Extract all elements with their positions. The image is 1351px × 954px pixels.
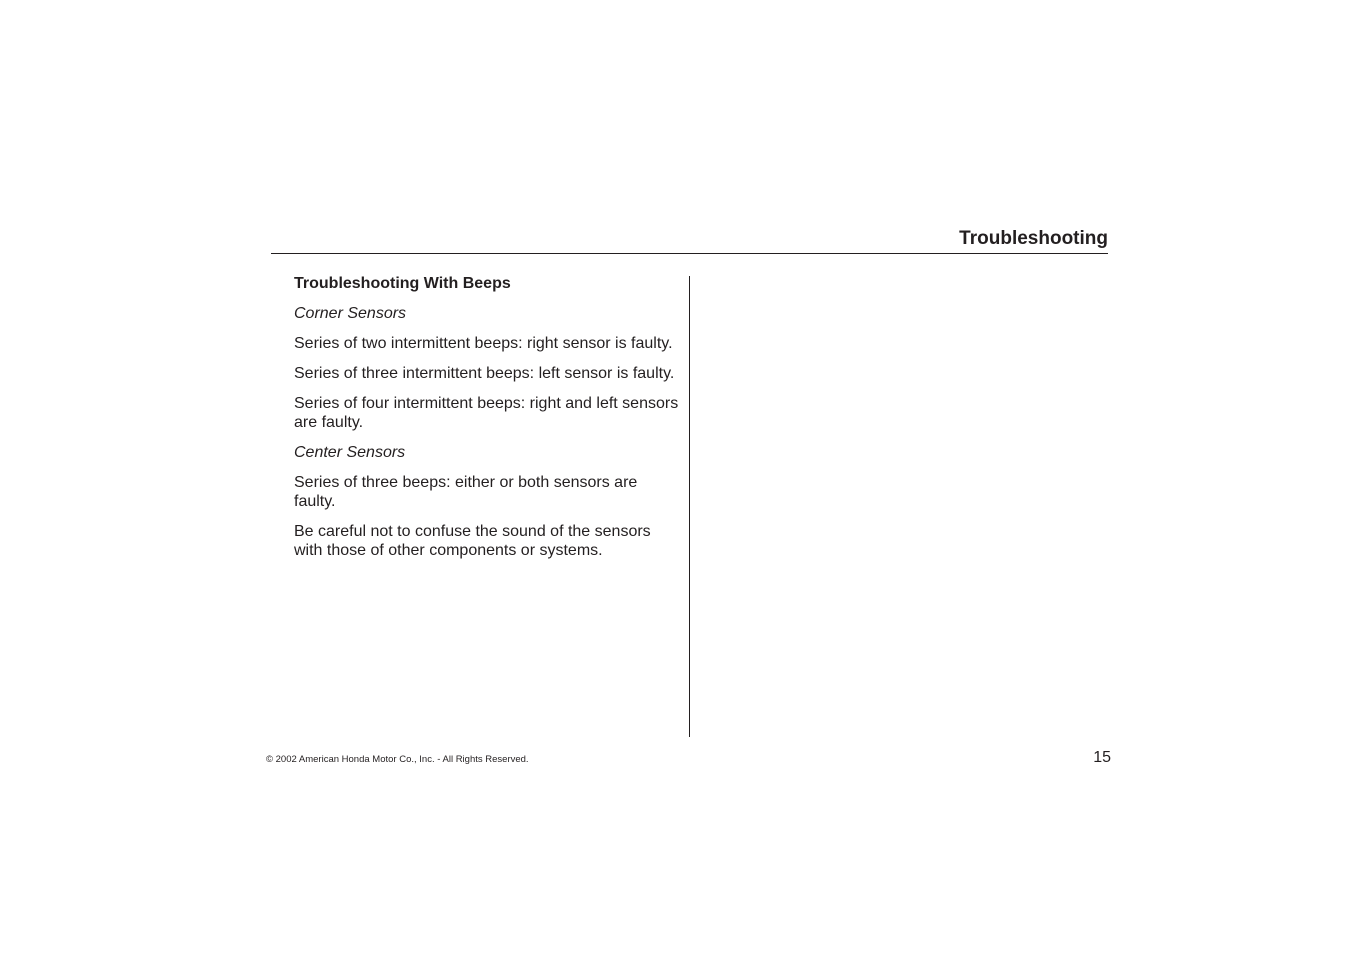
copyright-notice: © 2002 American Honda Motor Co., Inc. - All Rights Reserved. [266, 754, 529, 765]
corner-beep-two: Series of two intermittent beeps: right sensor is faulty. [294, 335, 673, 352]
column-divider [689, 276, 690, 737]
page-section-title: Troubleshooting [959, 228, 1108, 249]
section-heading: Troubleshooting With Beeps [294, 275, 511, 292]
caution-note: Be careful not to confuse the sound of the sensors with those of other components or systems. [294, 523, 651, 559]
center-sensors-subheading: Center Sensors [294, 444, 406, 461]
corner-sensors-subheading: Corner Sensors [294, 305, 407, 322]
center-beep-three: Series of three beeps: either or both sensors are faulty. [294, 474, 638, 510]
corner-beep-four: Series of four intermittent beeps: right and left sensors are faulty. [294, 395, 679, 431]
header-rule [271, 253, 1108, 254]
corner-beep-three: Series of three intermittent beeps: left sensor is faulty. [294, 365, 675, 382]
left-column [294, 274, 679, 560]
page-number: 15 [1093, 749, 1111, 766]
